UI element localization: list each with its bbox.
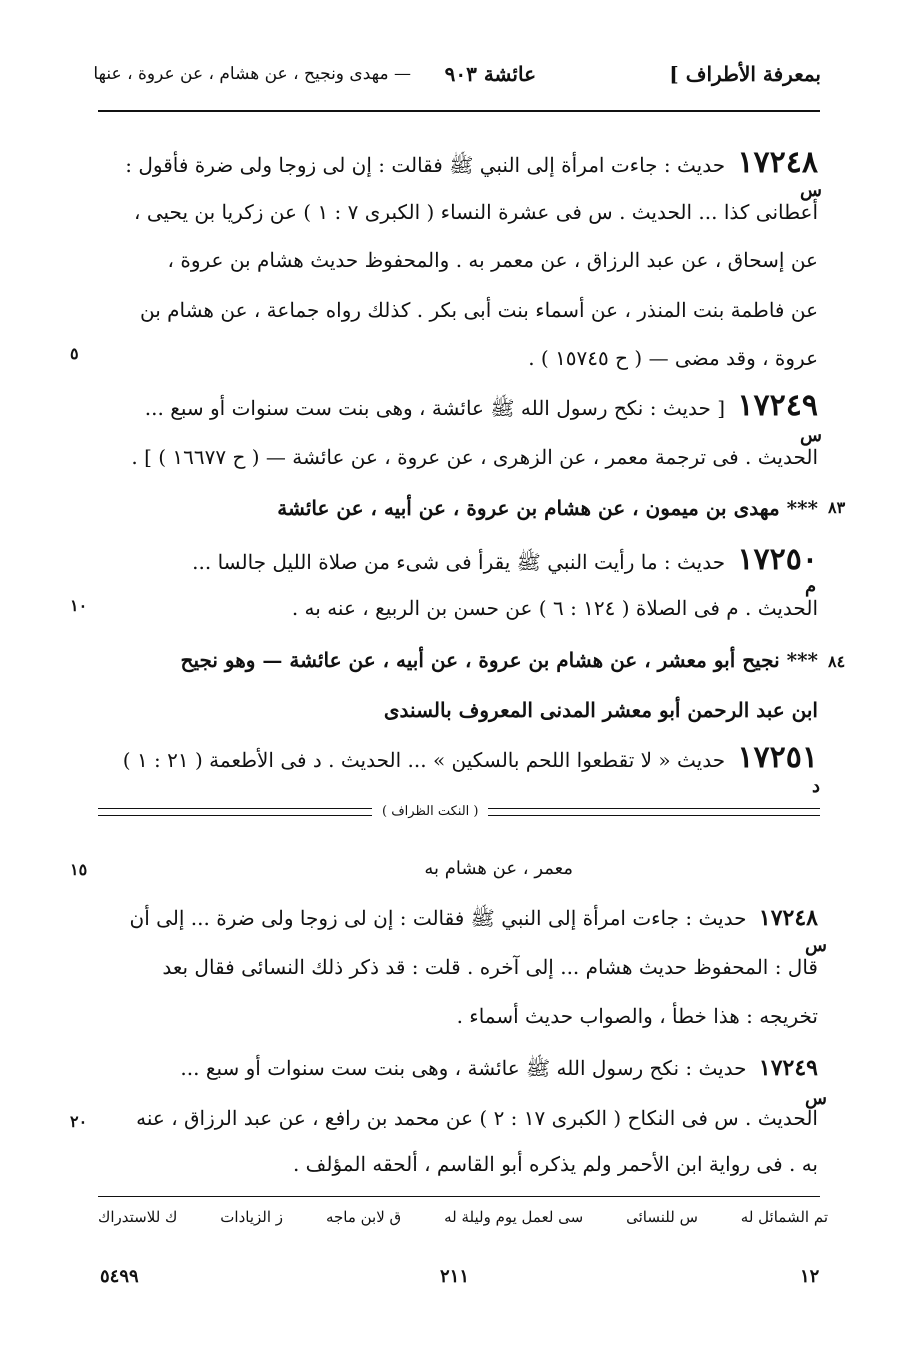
header-rule: [98, 110, 820, 112]
margin-line-number: ١٠: [70, 596, 88, 615]
footer-page-left: ٥٤٩٩: [100, 1266, 139, 1287]
hadith-17248-line-3: عن إسحاق ، عن عبد الرزاق ، عن معمر به . والمحفوظ حديث هشام بن عروة ،: [167, 248, 818, 272]
hadith-number: ١٧٢٤٨: [737, 145, 818, 180]
hadith-17248-line-4: عن فاطمة بنت المنذر ، عن أسماء بنت أبى بكر . كذلك رواه جماعة ، عن هشام بن: [139, 298, 818, 322]
hadith-number: ١٧٢٤٩: [758, 1055, 818, 1081]
nukat-17249-line-2: الحديث . س فى النكاح ( الكبرى ١٧ : ٢ ) عن محمد بن رافع ، عن عبد الرزاق ، عنه: [136, 1106, 818, 1130]
legend-item: س للنسائى: [626, 1208, 698, 1226]
siglum: د: [812, 776, 821, 797]
siglum: س: [800, 425, 822, 446]
siglum: س: [805, 935, 827, 956]
nukat-17248-line-3: تخريجه : هذا خطأ ، والصواب حديث أسماء .: [456, 1004, 818, 1028]
header-title: عائشة ٩٠٣: [444, 62, 536, 86]
legend-item: سى لعمل يوم وليلة له: [444, 1208, 584, 1226]
hadith-number: ١٧٢٤٩: [737, 388, 818, 423]
section-84-line-1: *** نجيح أبو معشر ، عن هشام بن عروة ، عن أبيه ، عن عائشة — وهو نجيح: [180, 648, 818, 672]
siglum: م: [805, 576, 817, 597]
nukat-17249-line-1: ١٧٢٤٩ حديث : نكح رسول الله ﷺ عائشة ، وهى بنت ست سنوات أو سبع ...: [180, 1055, 818, 1081]
margin-line-number: ٥: [70, 344, 79, 363]
header-right: بمعرفة الأطراف ]: [669, 62, 821, 86]
nukat-17248-line-1: ١٧٢٤٨ حديث : جاءت امرأة إلى النبي ﷺ فقالت : إن لى زوجا ولى ضرة ... إلى أن: [129, 905, 818, 931]
abbreviation-legend: [98, 1208, 828, 1234]
hadith-number: ١٧٢٥٠: [737, 542, 818, 577]
hadith-17248-line-5: عروة ، وقد مضى — ( ح ١٥٧٤٥ ) .: [528, 346, 818, 370]
nukat-17248-line-2: قال : المحفوظ حديث هشام ... إلى آخره . قلت : قد ذكر ذلك النسائى فقال بعد: [162, 955, 818, 979]
separator-label: ( النكت الظراف ): [372, 802, 488, 822]
section-number: ٨٣: [828, 498, 846, 517]
footer-page-right: ١٢: [800, 1266, 820, 1287]
section-83: *** مهدى بن ميمون ، عن هشام بن عروة ، عن أبيه ، عن عائشة: [277, 496, 818, 520]
hadith-17248-line-1: ١٧٢٤٨ حديث : جاءت امرأة إلى النبي ﷺ فقالت : إن لى زوجا ولى ضرة فأقول :: [125, 145, 818, 180]
legend-rule: [98, 1196, 820, 1197]
legend-item: ق لابن ماجه: [325, 1208, 402, 1226]
siglum: س: [805, 1088, 827, 1109]
running-header: [91, 62, 821, 98]
hadith-17249-line-1: ١٧٢٤٩ [ حديث : نكح رسول الله ﷺ عائشة ، وهى بنت ست سنوات أو سبع ...: [144, 388, 818, 423]
hadith-17248-line-2: أعطانى كذا ... الحديث . س فى عشرة النساء ( الكبرى ٧ : ١ ) عن زكريا بن يحيى ،: [134, 200, 818, 224]
section-number: ٨٤: [828, 652, 846, 671]
legend-item: ك للاستدراك: [98, 1208, 178, 1226]
hadith-17250-line-2: الحديث . م فى الصلاة ( ١٢٤ : ٦ ) عن حسن بن الربيع ، عنه به .: [291, 596, 818, 620]
hadith-17249-line-2: الحديث . فى ترجمة معمر ، عن الزهرى ، عن عروة ، عن عائشة — ( ح ١٦٦٧٧ ) ] .: [131, 445, 818, 469]
hadith-17250-line-1: ١٧٢٥٠ حديث : ما رأيت النبي ﷺ يقرأ فى شىء من صلاة الليل جالسا ...: [192, 542, 818, 577]
hadith-17251-line-1: ١٧٢٥١ حديث « لا تقطعوا اللحم بالسكين » ... الحديث . د فى الأطعمة ( ٢١ : ١ ): [122, 740, 818, 775]
hadith-number: ١٧٢٥١: [737, 740, 818, 775]
siglum: س: [800, 180, 822, 201]
nukat-17249-line-3: به . فى رواية ابن الأحمر ولم يذكره أبو القاسم ، ألحقه المؤلف .: [292, 1152, 818, 1176]
margin-line-number: ١٥: [70, 860, 88, 879]
legend-item: تم الشمائل له: [740, 1208, 828, 1226]
legend-item: ز الزيادات: [220, 1208, 284, 1226]
section-84-line-2: ابن عبد الرحمن أبو معشر المدنى المعروف بالسندى: [383, 698, 818, 722]
hadith-number: ١٧٢٤٨: [758, 905, 818, 931]
lower-section-title: معمر ، عن هشام به: [424, 858, 573, 879]
footer-page-number: ٢١١: [440, 1266, 470, 1287]
header-desc: — مهدى ونجيح ، عن هشام ، عن عروة ، عنها: [93, 64, 411, 84]
margin-line-number: ٢٠: [70, 1112, 88, 1131]
